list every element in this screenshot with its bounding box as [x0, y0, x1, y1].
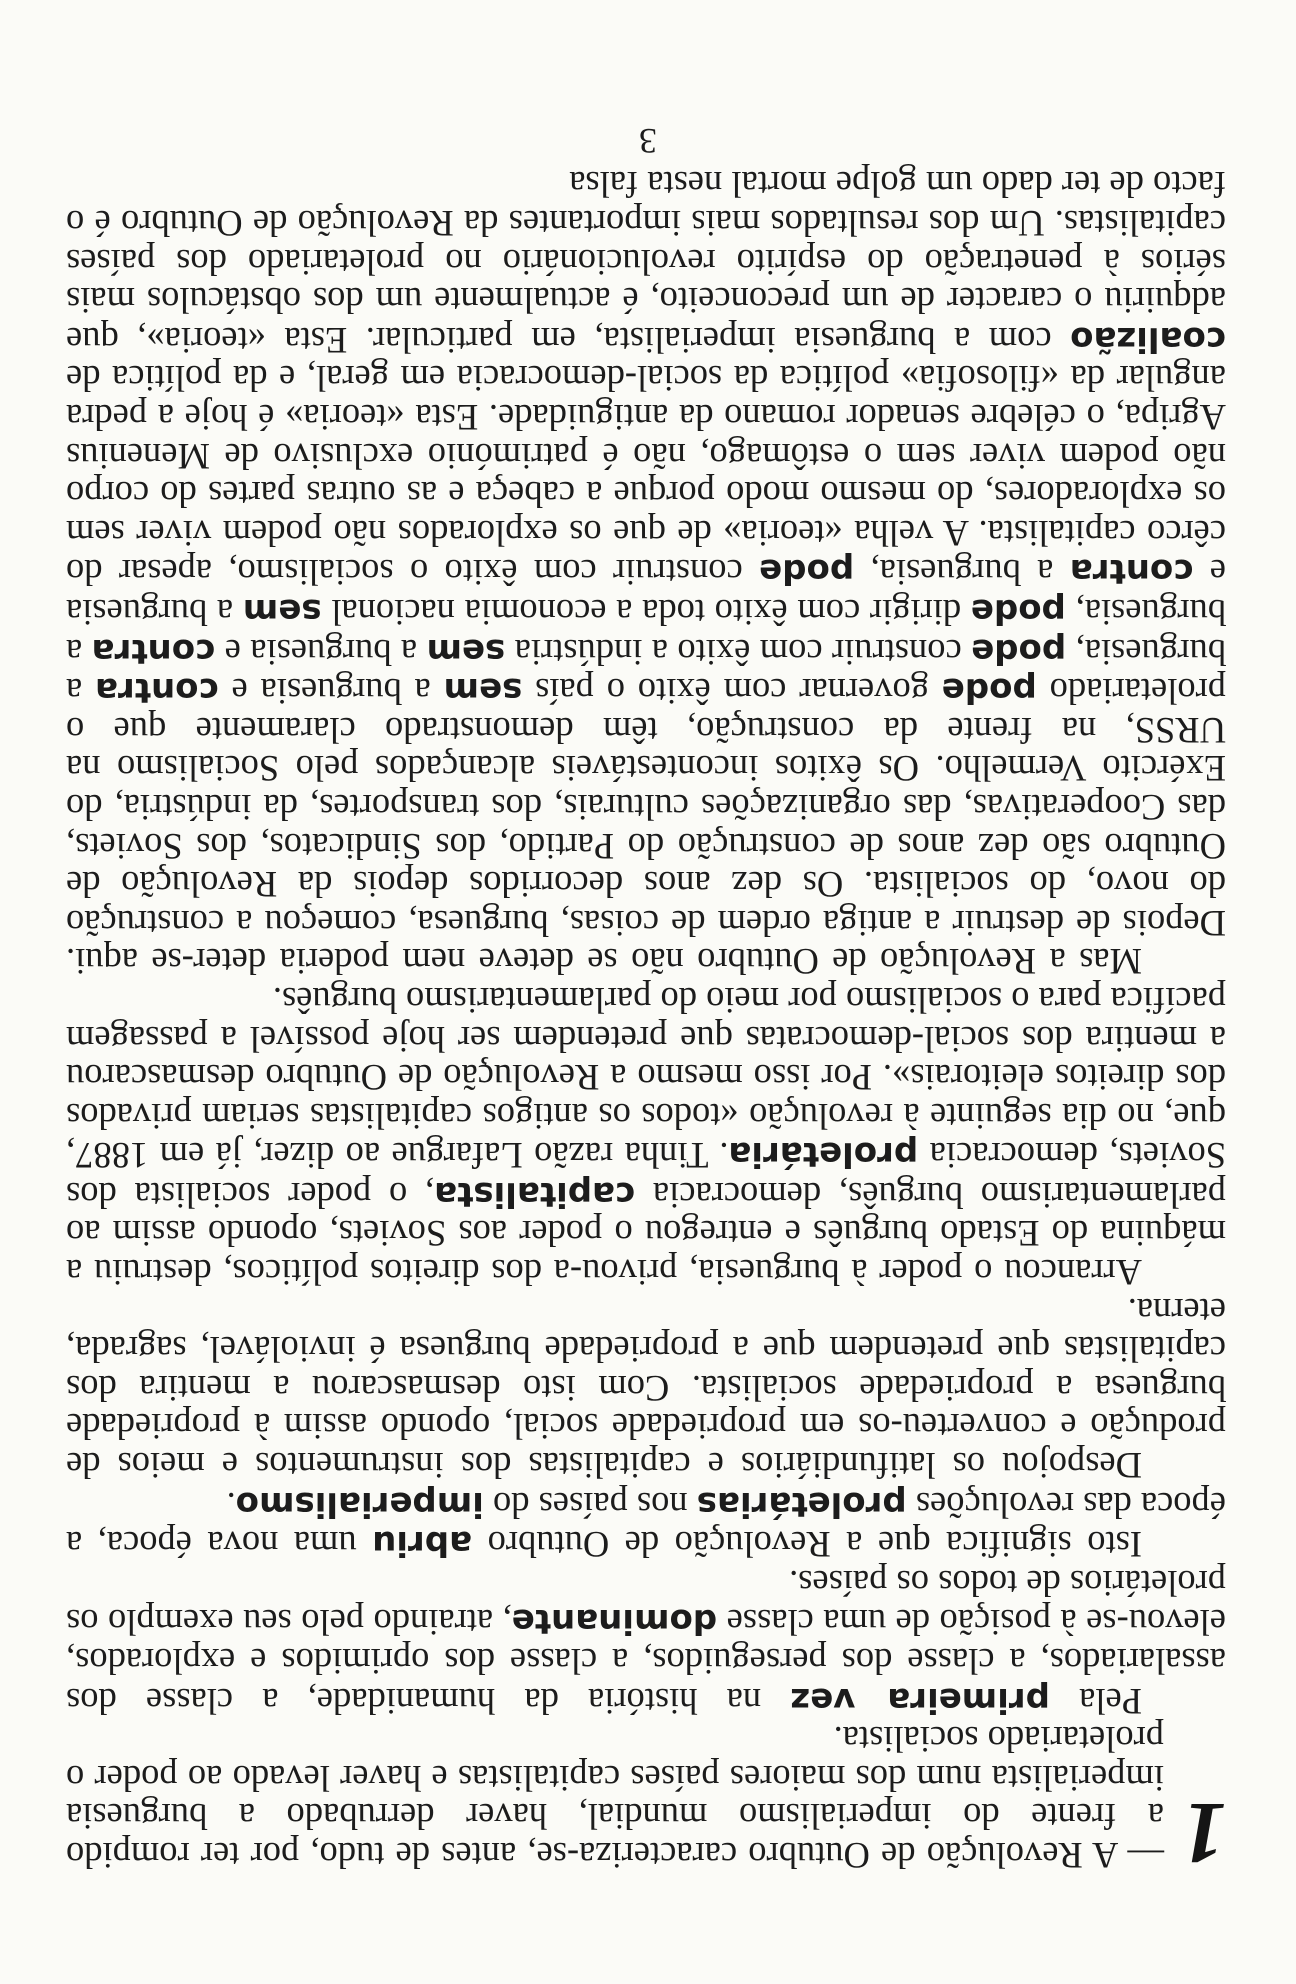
emphasized-text: contra	[91, 630, 216, 671]
emphasized-text: contra	[95, 670, 219, 711]
text-run: com a burguesia imperialista, em particular. Esta «teoria», que adquiriu o caracter de um preconceito, é actualmente um dos obstáculos mais sérios à penetração do espírito revolucionário no proletariado dos países capitalistas. Um dos resultados mais importantes da Revolução de Outubro é o facto de ter dado um golpe mortal nesta falsa	[66, 164, 1226, 361]
section-numeral: 1	[1182, 1784, 1226, 1881]
text-run: a burguesia,	[854, 552, 1070, 594]
emphasized-text: sem	[242, 591, 322, 631]
emphasized-text: pode	[971, 630, 1067, 671]
emphasized-text: coalizão	[1070, 318, 1226, 359]
paragraph-6	[65, 164, 1226, 983]
text-run: a burguesia e	[215, 631, 427, 673]
emphasized-text: abriu	[372, 1523, 473, 1564]
emphasized-text: capitalista	[434, 1173, 636, 1214]
text-run: . Tinha razão Lafargue ao dizer, já em 1887, que, no dia seguinte à revolução «todos os antigos capitalistas seriam privados dos direitos eleitorais». Por isso mesmo a Revolução de Outubro desmascarou a mentira dos social-democratas que pretendem ser hoje possível a passagem pacífica para o socialismo por meio do parlamentarismo burguês.	[66, 979, 1226, 1177]
text-run: Mas a Revolução de Outubro não se deteve nem poderia deter-se aqui. Depois de destruir a antiga ordem de coisas, burguesa, começou a construção do novo, do socialista. Os dez anos decorridos depois da Revolução de Outubro são dez anos de construção do Partido, dos Sindicatos, dos Soviets, das Cooperativas, das organizações culturais, dos transportes, da indústria, do Exército Vermelho. Os êxitos incontestáveis alcançados pelo Socialismo na URSS, na frente da construção, têm demonstrado claramente que o proletariado	[66, 671, 1226, 983]
text-run: , o poder socialista dos Soviets, democracia	[66, 1135, 1226, 1216]
paragraph-4	[66, 1290, 1226, 1487]
emphasized-text: sem	[426, 630, 506, 671]
text-run: a burguesia e	[66, 552, 1226, 633]
emphasized-text: pode	[759, 551, 855, 592]
emphasized-text: proletária	[728, 1134, 919, 1175]
emphasized-text: proletárias	[696, 1483, 907, 1524]
emphasized-text: sem	[443, 670, 523, 711]
text-run: construir com êxito o socialismo, apesar do cêrco capitalista. A velha «teoria» de que os explorados não podem viver sem os exploradores, do mesmo modo porque a cabeça e as outras partes do corpo não podem viver sem o estômago, não é património exclusivo de Menenius Agripa, o célebre senador romano da antiguidade. Esta «teoria» é hoje a pedra angular da «filosofia» política da social-democracia em geral, e da política de	[65, 358, 1226, 594]
paragraph-2	[65, 1562, 1226, 1722]
emphasized-text: contra	[1069, 551, 1194, 592]
text-run: — A Revolução de Outubro caracteriza-se, antes de tudo, por ter rompido a frente do imperialismo mundial, haver derrubado a burguesia imperialista num dos maiores países capitalistas e haver levado ao poder o proletariado socialista.	[66, 1719, 1164, 1876]
text-run: construir com êxito a indústria	[505, 631, 972, 673]
text-run: Isto significa que a Revolução de Outubro	[472, 1524, 1142, 1566]
text-run: , atraindo pelo seu exemplo os proletários de todos os países.	[66, 1562, 1226, 1644]
text-run: Arrancou o poder à burguesia, privou-a dos direitos políticos, destruiu a máquina do Estado burguês e entregou o poder aos Soviets, opondo assim ao parlamentarismo burguês, democracia	[66, 1174, 1226, 1294]
text-run: a burguesia,	[66, 592, 1226, 673]
text-run: a burguesia,	[66, 631, 1226, 713]
emphasized-text: pode	[970, 591, 1066, 631]
emphasized-text: imperialismo	[235, 1483, 484, 1524]
page-number: 3	[639, 121, 657, 161]
body-text	[65, 164, 1226, 1881]
paragraph-3	[66, 1483, 1226, 1566]
text-run: a burguesia e	[218, 671, 444, 713]
paragraph-1	[66, 1719, 1226, 1881]
text-run: Despojou os latifundiários e capitalistas dos instrumentos e meios de produção e converteu-os em propriedade social, opondo assim à propriedade burguesa a propriedade socialista. Com isto desmascarou a mentira dos capitalistas que pretendem que a propriedade burguesa é inviolável, sagrada, eterna.	[66, 1290, 1226, 1487]
text-run: dirigir com êxito toda a economia nacional	[321, 592, 971, 633]
text-run: .	[226, 1484, 236, 1526]
text-run: na história da humanidade, a classe dos assalariados, a classe dos perseguidos, a classe dos oprimidos e explorados, elevou-se à posição de uma classe	[65, 1602, 1226, 1722]
paragraph-5	[66, 979, 1226, 1294]
text-run: governar com êxito o país	[522, 671, 942, 713]
emphasized-text: primeira vez	[790, 1679, 1050, 1720]
emphasized-text: dominante	[511, 1601, 718, 1642]
text-run: uma nova época, a época das revoluções	[66, 1484, 1226, 1566]
text-run: Pela	[1049, 1680, 1142, 1722]
text-run: nos países do	[483, 1484, 697, 1526]
emphasized-text: pode	[941, 670, 1037, 711]
